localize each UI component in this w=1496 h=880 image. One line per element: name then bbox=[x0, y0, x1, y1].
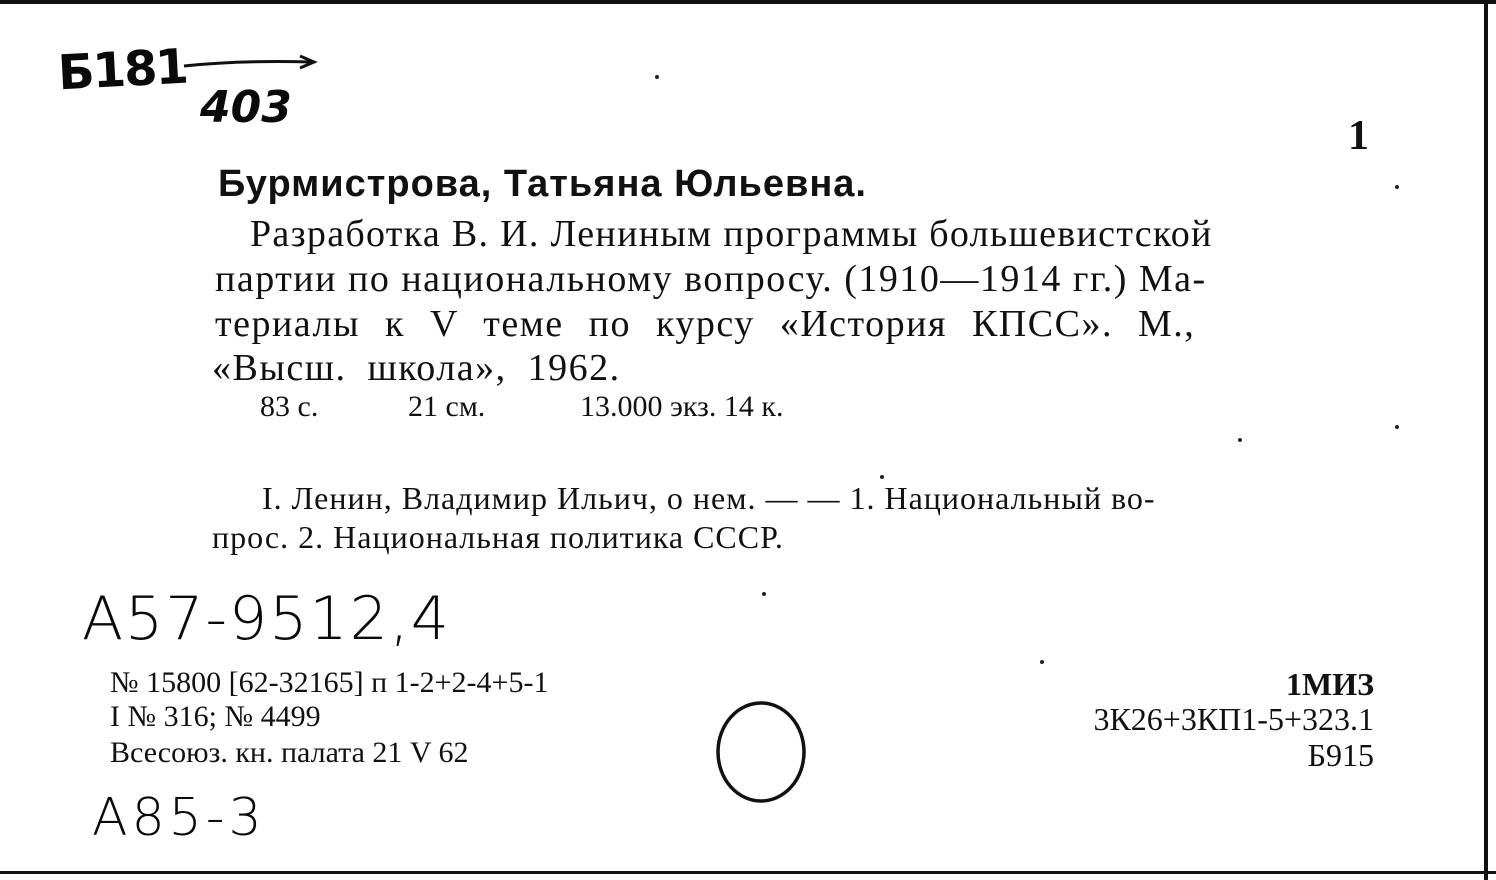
handwritten-bottom: А85-3 bbox=[92, 788, 266, 848]
card-bottom-edge bbox=[0, 871, 1496, 874]
footer-left-line-1: № 15800 [62-32165] п 1-2+2-4+5-1 bbox=[110, 666, 549, 699]
scan-speck bbox=[1040, 660, 1044, 664]
scan-speck bbox=[655, 75, 659, 79]
footer-left-line-3: Всесоюз. кн. палата 21 V 62 bbox=[110, 736, 469, 769]
scan-speck bbox=[1395, 425, 1399, 429]
card-number: 1 bbox=[1348, 113, 1369, 159]
scan-speck bbox=[1238, 438, 1242, 442]
scan-speck bbox=[1395, 185, 1399, 189]
author-heading: Бурмистрова, Татьяна Юльевна. bbox=[218, 163, 867, 205]
copies-price: 13.000 экз. 14 к. bbox=[580, 390, 784, 423]
title-line-3: териалы к V теме по курсу «История КПСС». М., bbox=[215, 303, 1196, 345]
footer-right-line-3: Б915 bbox=[1307, 737, 1374, 773]
stamp-circle bbox=[714, 700, 810, 806]
card-top-edge bbox=[0, 0, 1496, 4]
card-right-edge bbox=[1484, 0, 1488, 880]
subject-line-2: прос. 2. Национальная политика СССР. bbox=[212, 519, 784, 555]
shelfmark-number: 403 bbox=[200, 82, 292, 133]
shelfmark-arrow bbox=[180, 52, 320, 76]
title-line-2: партии по национальному вопросу. (1910—1914 гг.) Ма- bbox=[215, 258, 1207, 300]
subject-line-1: I. Ленин, Владимир Ильич, о нем. — — 1. Национальный во- bbox=[262, 480, 1156, 516]
scan-speck bbox=[880, 475, 884, 479]
shelfmark-code: Б181 bbox=[56, 38, 189, 102]
footer-right-line-1: 1МИЗ bbox=[1286, 666, 1374, 702]
size: 21 см. bbox=[408, 390, 486, 423]
pages-count: 83 с. bbox=[260, 390, 319, 423]
title-line-4: «Высш. школа», 1962. bbox=[212, 347, 621, 389]
footer-right-line-2: 3К26+3КП1-5+323.1 bbox=[1093, 701, 1374, 737]
footer-left-line-2: I № 316; № 4499 bbox=[110, 700, 321, 733]
scan-speck bbox=[762, 592, 766, 596]
handwritten-code: А57-9512,4 bbox=[82, 584, 451, 654]
title-line-1: Разработка В. И. Лениным программы большевистской bbox=[250, 213, 1213, 255]
